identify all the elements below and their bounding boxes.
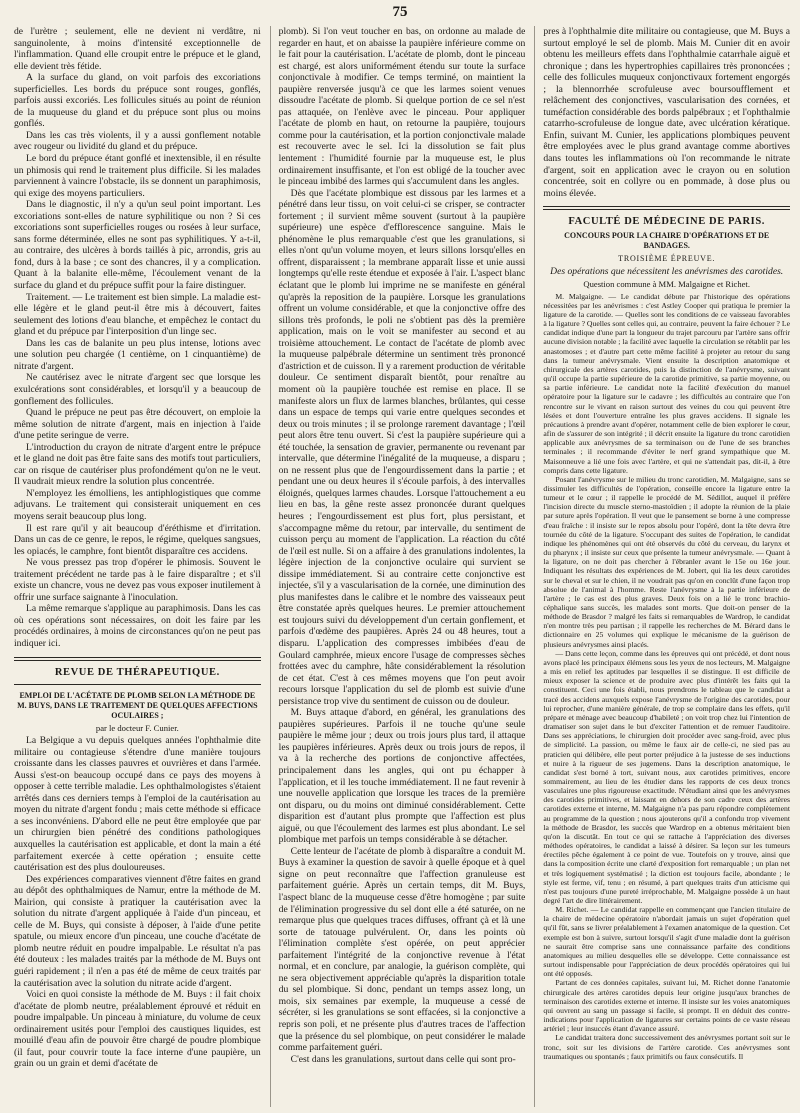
section-divider xyxy=(543,206,790,210)
paragraph: Des expériences comparatives viennent d'être faites en grand au dépôt des ophthalmiques de Namur, entre la méthode de M. Mairion, qui consiste à pratiquer la cautérisation avec la solution du nitrate d'argent appliquée à l'aide d'un pinceau, et celle de M. Buys, qui consiste à déposer, à l'aide d'une petite spatule, ou mieux encore d'un pinceau, une couche d'acétate de plomb neutre réduit en poudre impalpable. Le résultat n'a pas été douteux : les malades traités par la méthode de M. Buys ont guéri rapidement ; il n'en a pas été de même de ceux traités par la cautérisation avec la solution du nitrate acide d'argent. xyxy=(14,873,261,989)
paragraph: Le candidat traitera donc successivement des anévrysmes portant soit sur le tronc, soit sur les divisions de l'artère carotide. Ces anévrysmes sont traumatiques ou spontanés ; faux primitifs ou faux consécutifs. Il xyxy=(543,1033,791,1061)
columns xyxy=(14,26,790,1107)
paragraph: Il est rare qu'il y ait beaucoup d'éréthisme et d'irritation. Dans un cas de ce genre, le repos, le régime, quelques sangsues, les opiacés, le camphre, font bientôt disparaître ces accidens. xyxy=(14,522,261,557)
paragraph: Quand le prépuce ne peut pas être découvert, on emploie la même solution de nitrate d'argent, mais en injection à l'aide d'une petite seringue de verre. xyxy=(14,407,261,442)
paragraph: Traitement. — Le traitement est bien simple. La maladie est-elle légère et le gland peut-il être mis à découvert, faites seulement des lotions d'eau blanche, et empêchez le contact du gland et du prépuce par l'interposition d'un linge sec. xyxy=(14,291,261,338)
epreuve-label: TROISIÈME ÉPREUVE. xyxy=(618,254,716,264)
paragraph: La Belgique a vu depuis quelques années l'ophthalmie dite militaire ou contagieuse s'étendre d'une manière toujours croissante dans les classes pauvres et ouvrières et dans l'armée. Aussi s'est-on beaucoup occupé dans ce pays des moyens à opposer à cette terrible maladie. Les ophthalmologistes s'étaient arrêtés dans ces derniers temps à l'emploi de la cautérisation au moyen du nitrate d'argent fondu ; mais cette méthode si efficace a ses inconvéniens. D'abord elle ne peut être employée que par un chirurgien bien pénétré des conditions pathologiques auxquelles la cautérisation est applicable, et dont la main a été parfaitement exercée à cette opération ; ensuite cette cautérisation est des plus douloureuses. xyxy=(14,735,261,874)
paragraph: M. Buys attaque d'abord, en général, les granulations des paupières supérieures. Parfois il ne touche qu'une seule paupière le même jour ; deux ou trois jours plus tard, il attaque les paupières inférieures. Après deux ou trois jours de repos, il va à la recherche des portions de conjonctive affectées, principalement dans les angles, qui ont pu échapper à l'application, et il les touche immédiatement. Il ne faut revenir à une nouvelle application que lorsque les traces de la première ont disparu, ou du moins ont diminué considérablement. Cette disparition est d'autant plus prompte que l'affection est plus aiguë, ou que l'écoulement des larmes est plus abondant. Le sel plombique met parfois un temps considérable à se détacher. xyxy=(278,707,526,846)
column-2 xyxy=(270,26,526,1107)
paragraph: Posant l'anévrysme sur le milieu du tronc carotidien, M. Malgaigne, sans se dissimuler les difficultés de l'opération, conseille encore la ligature entre la tumeur et le cœur ; il rappelle le procédé de M. Sédillot, auquel il préfère l'incision directe du muscle sterno-mastoïdien ; il adopte la réunion de la plaie par suture après l'opération. Il veut que le pansement se borne à une compresse d'eau fraîche : il insiste sur le repos absolu pour l'opéré, dont la tête devra être tournée du côté de la ligature. S'occupant des suites de l'opération, le candidat indique les phénomènes qui ont été observés du côté du cerveau, du larynx et du pharynx ; il insiste sur ceux que présente la tumeur anévrysmale. — Quant à la ligature, on ne doit pas chercher à l'ébranler avant le 15e ou 16e jour. Indiquant les résultats des expériences de M. Jobert, qui lia les deux carotides sur le cheval et sur le chien, il ne voudrait pas qu'on en conclût d'une façon trop absolue de l'animal à l'homme. Reste l'anévrysme à la partie inférieure de l'artère ; le cas est des plus graves. Deux fois on a lié le tronc brachio-céphalique sans succès, les malades sont morts. Que doit-on penser de la méthode de Brasdor ? malgré les faits si remarquables de Wardrop, le candidat n'en montre très peu partisan ; il rappelle les recherches de M. Bérard dans le dictionnaire en 25 volumes qui explique le mécanisme de la guérison de plusieurs anévrysmes ainsi placés. xyxy=(543,474,791,649)
concours-title: CONCOURS POUR LA CHAIRE D'OPÉRATIONS ET DE BANDAGES. xyxy=(564,231,770,251)
page-number: 75 xyxy=(392,4,408,20)
paragraph: Le bord du prépuce étant gonflé et inextensible, il en résulte un phimosis qui rend le traitement plus difficile. Si les malades parviennent à vaincre l'obstacle, ils se donnent un paraphimosis, qui exige des moyens particuliers. xyxy=(14,153,261,199)
paragraph: Ne cautérisez avec le nitrate d'argent sec que lorsque les exulcérations sont considérables, et lorsqu'il y a beaucoup de gonflement des follicules. xyxy=(14,372,261,407)
paragraph: Dans le diagnostic, il n'y a qu'un seul point important. Les excoriations sont-elles de nature syphilitique ou non ? Si ces excoriations sont superficielles rouges ou rosées à leur surface, sans forme déterminée, elles ne sont pas syphilitiques. Y a-t-il, au contraire, des ulcères à bords taillés à pic, arrondis, gris au fond, durs à la base ; ce sont des chancres, il y a complication. Quant à la balanite elle-même, l'écoulement venant de la surface du gland et du prépuce suffit pour la faire distinguer. xyxy=(14,199,261,292)
paragraph: Partant de ces données capitales, suivant lui, M. Richet donne l'anatomie chirurgicale des artères carotides depuis leur origine jusqu'aux branches de terminaison des carotides externe et interne. Il insiste sur les voies anatomiques qui ouvrent au sang un passage si facile, si prompt. Il en déduit des contre-indications pour l'application de ligatures sur certains points de ce vaste réseau artériel ; leur insuccès étant d'avance assuré. xyxy=(543,978,791,1034)
paragraph: C'est dans les granulations, surtout dans celle qui sont pro- xyxy=(290,1053,516,1065)
faculty-title: FACULTÉ DE MÉDECINE DE PARIS. xyxy=(568,216,765,228)
question-title: Des opérations que nécessitent les anévrismes des carotides. xyxy=(550,266,784,278)
paragraph: A la surface du gland, on voit parfois des excoriations superficielles. Les bords du prépuce sont rouges, gonflés, parfois aussi excoriés. Les follicules situés au point de réunion de la muqueuse du gland et du prépuce sont plus ou moins gonflés. xyxy=(14,72,261,130)
paragraph: pres à l'ophthalmie dite militaire ou contagieuse, que M. Buys a surtout employé le sel de plomb. Mais M. Cunier dit en avoir obtenu les meilleurs effets dans l'ophthalmie catarrhale aiguë et chronique ; dans les hypertrophies capillaires très prononcées ; celle des follicules muqueux conjonctivaux fortement engorgés ; la blennorrhée scrofuleuse avec boursoufflement et relâchement des conjonctives, vascularisation des cornées, et tuméfaction considérable des bords palpébraux ; et l'ophthalmie catarrho-scrofuleuse de longue date, avec ulcération kératique. Enfin, suivant M. Cunier, les applications plombiques peuvent être employées avec le plus grand avantage comme abortives dans toutes les inflammations où l'on recommande le nitrate d'argent, soit en application avec le crayon ou en solution concentrée, soit en collyre ou en pommade, à dose plus ou moins élevée. xyxy=(543,26,791,199)
paragraph: Ne vous pressez pas trop d'opérer le phimosis. Souvent le traitement précédent ne tarde pas à le faire disparaître ; et s'il existe un chancre, vous ne devez pas vous exposer inutilement à offrir une surface saignante à l'inoculation. xyxy=(14,557,261,603)
balanitis-text xyxy=(14,26,261,650)
section-divider xyxy=(14,657,261,661)
column-3 xyxy=(534,26,790,1107)
section-title: REVUE DE THÉRAPEUTIQUE. xyxy=(54,666,220,678)
acetate-article-text xyxy=(14,735,261,1070)
paragraph: Cette lenteur de l'acétate de plomb à disparaître a conduit M. Buys à examiner la question de savoir à quelle époque et à quel signe on peut reconnaître que l'affection granuleuse est parfaitement guérie. Après un certain temps, dit M. Buys, l'aspect blanc de la muqueuse cesse d'être homogène ; par suite de l'élimination progressive du sel dont elle a été saturée, on ne remarque plus que quelques traces diffuses, offrant çà et là une sorte de tatouage pulvérulent. Or, dans les points où l'élimination complète s'est opérée, on peut apprécier parfaitement l'intégrité de la conjonctive revenue à l'état normal, et en conclure, par analogie, la guérison complète, qui ne sera objectivement appréciable qu'après la disparition totale du sel plombique. Si donc, pendant un temps assez long, un mois, six semaines par exemple, la muqueuse a cessé de sécréter, si les granulations se sont effacées, si la conjonctive a repris son poli, et ne présente plus d'autres traces de l'affection que la présence du sel plombique, on peut considérer le malade comme parfaitement guéri. xyxy=(278,845,526,1054)
paragraph: — Dans cette leçon, comme dans les épreuves qui ont précédé, et dont nous avons placé les principaux élémens sous les yeux de nos lecteurs, M. Malgaigne a mis en relief les aptitudes par lesquelles il se distingue. Il est difficile de mieux exposer la science et de produire avec plus d'intérêt les faits qui la constituent. Ceci une fois établi, nous prendrons le tableau que le candidat a tracé des accidens auxquels expose l'anévrysme de l'origine des carotides, pour lui reprocher, d'une manière générale, de trop se complaire dans les effets, qu'il prépare et ménage avec beaucoup d'habileté ; on voit trop chez lui l'intention de dramatiser son sujet dans le but d'exciter l'attention et de remuer l'auditoire. Dans ses appréciations, le chirurgien doit procéder avec sang-froid, avec plus de simplicité. La passion, ou même le faux air de celle-ci, ne sied pas au praticien qui délibère, elle peut porter préjudice à la justesse de ses inductions et nuire à la rigueur de ses jugemens. Dans la description anatomique, le candidat s'est borné à tort, suivant nous, aux carotides primitives, encore sommairement, au lieu de les étudier dans les rapports de ces deux troncs vasculaires une plus rigoureuse exactitude. N'étudiant ainsi que les anévrysmes des carotides primitives, et laissant en dehors de son cadre ceux des artères carotides externe et interne, M. Malgaigne n'a pas paru répondre complètement au programme de la question ; nous ajouterons qu'il a confondu trop vivement la méthode de Brasdor, les succès que Wardrop en a obtenus méritaient bien qu'on la discutât. En tout ce qui se rattache à l'appréciation des diverses méthodes opératoires, le candidat a laissé à désirer. Sa leçon sur les tumeurs érectiles pêche également à ce point de vue. Toutefois on y trouve, ainsi que dans la composition écrite une clarté d'exposition fort remarquable ; un plan net et très logiquement systématisé ; la diction est toujours facile, abondante ; le style est ferme, vif, tenu ; en résumé, à part quelques traits d'un atticisme qui n'est pas toujours d'une pureté irréprochable, M. Malgaigne possède à un haut degré l'art de dire littérairement. xyxy=(543,648,791,906)
title-rule xyxy=(14,684,261,685)
article-author: par le docteur F. Cunier. xyxy=(95,722,179,733)
paragraph: L'introduction du crayon de nitrate d'argent entre le prépuce et le gland ne doit pas être faite sans des motifs tout particuliers, car on risque de cautériser plus profondément qu'on ne le veut. Il vaudrait mieux rendre la solution plus concentrée. xyxy=(14,441,261,488)
article-title: EMPLOI DE L'ACÉTATE DE PLOMB SELON LA MÉTHODE DE M. BUYS, DANS LE TRAITEMENT DE QUELQUES AFFECTIONS OCULAIRES ; xyxy=(17,690,258,720)
paragraph: plomb). Si l'on veut toucher en bas, on ordonne au malade de regarder en haut, et on abaisse la paupière inférieure comme on le fait pour la cautérisation. L'acétate de plomb, dont le pinceau est chargé, est alors uniformément étendu sur toute la surface conjonctivale à modifier. Ce temps terminé, on maintient la paupière renversée jusqu'à ce que les larmes soient venues dissoudre l'acétate de plomb. Si quelque portion de ce sel n'est pas attaquée, on l'enlève avec le pinceau. Pour appliquer l'acétate de plomb en haut, on retourne la paupière, toujours comme pour la cautérisation, et la portion conjonctivale malade est recouverte avec le sel. Ici la dissolution se fait plus lentement : l'humidité fournie par la muqueuse est, le plus ordinairement insuffisante, et l'on est obligé de la toucher avec le pinceau imbibé des larmes qui s'accumulent dans les angles. xyxy=(278,26,526,188)
paragraph: N'employez les émolliens, les antiphlogistiques que comme adjuvans. Le traitement qui consisterait uniquement en ces moyens serait beaucoup plus long. xyxy=(14,487,261,522)
paragraph: M. Malgaigne. — Le candidat débute par l'historique des opérations nécessitées par les anévrismes : c'est Astley Cooper qui pratiqua le premier la ligature de la carotide. — Quelles sont les conditions de ce vaisseau favorables à la ligature ? Quelles sont celles qui, au contraire, peuvent la faire échouer ? Le candidat indique d'une part la longueur du trajet parcouru par l'artère sans offrir aucune division notable ; la facilité avec laquelle la circulation se rétablit par les anastomoses ; et d'autre part cette même facilité à projeter au retour du sang dans la tumeur anévrysmale. Vient ensuite la description anatomique et chirurgicale des artères carotides, puis la distinction de l'anévrysme, suivant qu'il occupe la partie supérieure de la carotide primitive, sa partie moyenne, ou sa partie inférieure. Le candidat note la facilité d'exécution du manuel opératoire pour la ligature sur le cadavre ; les difficultés au contraire que l'on rencontre sur le vivant en raison surtout des veines du cou qui peuvent être lésées et dont l'ouverture entraîne les plus graves accidens. Il signale les précautions à prendre avant d'opérer, notamment celle de bien explorer le cœur, afin de s'assurer de son intégrité ; il décrit ensuite la ligature du tronc carotidien applicable aux anévrysmes de sa terminaison ou de l'une de ses branches terminales ; il recommande d'éviter le nerf grand sympathique que M. Maisonneuve a lié une fois avec l'artère, et qui ne s'attendait pas, dit-il, à être compris dans cette ligature. xyxy=(543,291,791,475)
question-commune: Question commune à MM. Malgaigne et Richet. xyxy=(583,279,750,290)
paragraph: La même remarque s'applique au paraphimosis. Dans les cas où ces opérations sont nécessaires, on doit les faire par les procédés ordinaires, à moins de circonstances qu'on ne peut pas indiquer ici. xyxy=(14,603,261,649)
paragraph: Voici en quoi consiste la méthode de M. Buys : il fait choix d'acétate de plomb neutre, préalablement éprouvé et réduit en poudre impalpable. Un pinceau à miniature, du volume de ceux ordinairement usités pour l'emploi des caustiques liquides, est mouillé d'eau afin de pouvoir être chargé de poudre plombique (il faut, pour couvrir toute la face interne d'une paupière, un grain ou un grain et demi d'acétate de xyxy=(14,989,261,1070)
concours-report xyxy=(543,292,790,1061)
paragraph: de l'urètre ; seulement, elle ne devient ni verdâtre, ni sanguinolente, à moins d'intensité exceptionnelle de l'inflammation. Quand elle croupit entre le prépuce et le gland, elle devient très fétide. xyxy=(14,26,261,72)
paragraph: Dans les cas très violents, il y a aussi gonflement notable avec rougeur ou lividité du gland et du prépuce. xyxy=(14,129,261,153)
paragraph: Dans les cas de balanite un peu plus intense, lotions avec une solution peu chargée (1 centième, on 1 cinquantième) de nitrate d'argent. xyxy=(14,337,261,372)
column-1 xyxy=(14,26,261,1107)
paragraph: M. Richet. — Le candidat rappelle en commençant que l'ancien titulaire de la chaire de médecine opératoire n'abordait jamais un sujet d'opération quel qu'il fût, sans se livrer préalablement à l'examen anatomique de la question. Cet exemple est bon à suivre, surtout lorsqu'il s'agit d'une maladie dont la guérison ne saurait être comprise sans une connaissance parfaite des conditions anatomiques au milieu desquelles elle se développe. Cette connaissance est surtout indispensable pour l'appréciation de deux procédés opératoires qui lui ont été opposés. xyxy=(543,905,791,979)
paragraph: Dès que l'acétate plombique est dissous par les larmes et a pénétré dans leur tissu, on voit celui-ci se crisper, se contracter fortement ; il survient même souvent (surtout à la paupière supérieure) une espèce d'efflorescence sanguine. Mais le phénomène le plus remarquable c'est que les granulations, si elles n'ont qu'un volume moyen, et leurs sillons lorsqu'elles en offrent, disparaissent ; la membrane apparaît lisse et unie aussi longtemps qu'elle reste étendue et exposée à l'air. L'aspect blanc éclatant que le plomb lui imprime ne se manifeste en général qu'après la reposition de la paupière. Lorsque les granulations offrent un volume considérable, et que la conjonctive offre des sillons très profonds, le poli ne s'obtient pas dès la première application, mais on le voit se manifester au second et au troisième attouchement. Le contact de l'acétate de plomb avec la muqueuse palpébrale détermine un sentiment très prononcé d'astriction et de cuisson. Il y a rarement production de véritable douleur. Ce sentiment disparaît bientôt, pour renaître au moment où la paupière touchée est remise en place. Il se manifeste alors un flux de larmes blanches, brûlantes, qui cesse dans un espace de temps qui varie entre quelques secondes et deux ou trois minutes ; il se prolonge rarement davantage ; l'œil peut alors être tenu ouvert. Si c'est la paupière supérieure qui a été touchée, la sensation de gravier, permanente ou revenant par intervalle, que détermine l'inégalité de la muqueuse, a disparu ; on ne ressent plus que de l'engourdissement dans la partie ; et pendant une ou deux heures il s'écoule parfois, à des intervalles éloignés, quelques larmes chaudes. Lorsque l'attouchement a eu lieu en bas, la gêne reste assez prononcée durant quelques heures ; l'engourdissement est plus fort, plus persistant, et s'accompagne même du retour, par intervalle, du sentiment de cuisson perçu au moment de l'application. La réaction du côté de l'œil est nulle. Si on a affaire à des granulations indolentes, la légère injection de la conjonctive oculaire qui survient se dissipe immédiatement. Si au contraire cette conjonctive est injectée, s'il y a vascularisation de la cornée, une diminution des plus manifestes dans le calibre et le nombre des vaisseaux peut être constatée après quelques heures. Le premier attouchement est toujours suivi du développement d'un certain gonflement, et parfois d'œdème des paupières. Après 24 ou 48 heures, tout a disparu. L'application des compresses imbibées d'eau de Goulard camphrée, mieux encore l'usage de compresses sèches frottées avec du camphre, hâte considérablement la résolution de cet état. C'est à ces mêmes moyens que l'on peut avoir recours lorsque l'application du sel de plomb est suivie d'une persistance trop vive du sentiment de cuisson ou de douleur. xyxy=(278,187,526,707)
